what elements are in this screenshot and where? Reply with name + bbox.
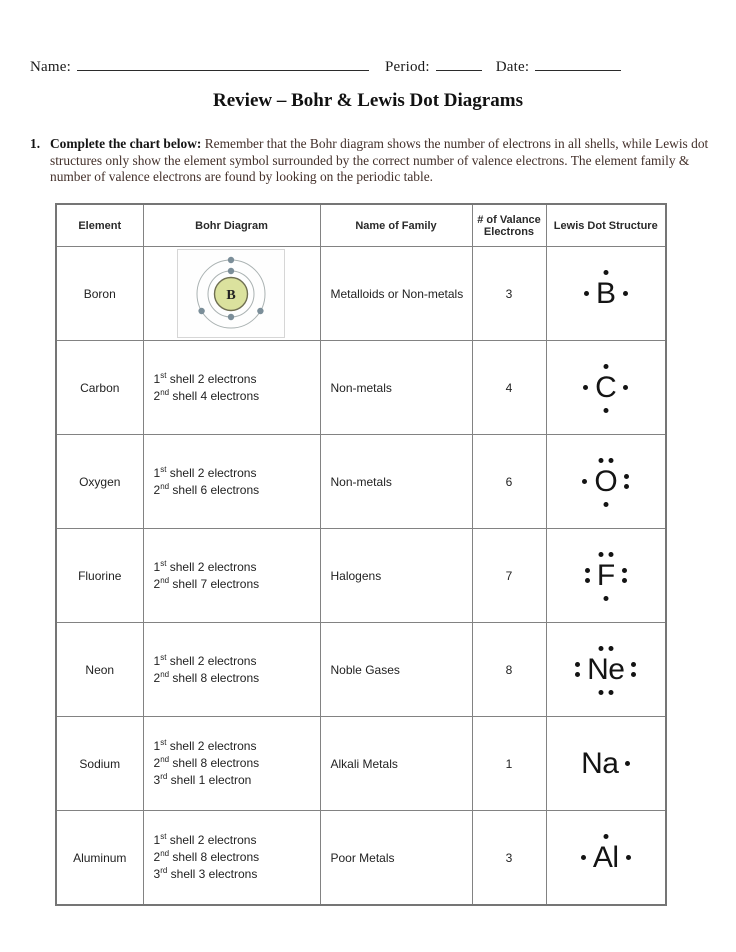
electron-dot bbox=[575, 672, 580, 677]
lewis-bottom-dots bbox=[603, 596, 608, 601]
element-name-cell: Fluorine bbox=[56, 529, 143, 623]
instruction-paragraph bbox=[50, 136, 710, 186]
family-name-cell: Non-metals bbox=[320, 435, 472, 529]
electron-dot bbox=[626, 855, 631, 860]
valence-count-cell: 4 bbox=[472, 341, 546, 435]
lewis-left-dots bbox=[582, 479, 587, 484]
table-body bbox=[56, 247, 666, 906]
lewis-right-dots bbox=[622, 568, 627, 583]
element-chart-table bbox=[55, 203, 667, 906]
lewis-dot-structure bbox=[582, 466, 629, 498]
lewis-left-dots bbox=[575, 662, 580, 677]
electron-dot bbox=[608, 690, 613, 695]
lewis-bottom-dots bbox=[598, 690, 613, 695]
lewis-dot-structure bbox=[581, 842, 631, 874]
electron-dot bbox=[585, 578, 590, 583]
electron-dot bbox=[603, 270, 608, 275]
lewis-left-dots bbox=[583, 385, 588, 390]
electron-dot bbox=[603, 408, 608, 413]
lewis-core bbox=[593, 842, 619, 874]
name-label: Name: bbox=[30, 59, 71, 75]
lewis-dot-structure bbox=[583, 372, 628, 404]
valence-count-cell: 3 bbox=[472, 811, 546, 906]
page-title: Review – Bohr & Lewis Dot Diagrams bbox=[213, 90, 523, 111]
shell-description-line: 2nd shell 4 electrons bbox=[153, 387, 260, 403]
lewis-core bbox=[597, 560, 615, 592]
electron-dot bbox=[603, 364, 608, 369]
lewis-bottom-dots bbox=[603, 502, 608, 507]
lewis-dot-structure bbox=[581, 748, 630, 780]
element-symbol: Al bbox=[592, 840, 619, 874]
electron-dot bbox=[584, 291, 589, 296]
electron-dot bbox=[608, 646, 613, 651]
valence-count-cell: 8 bbox=[472, 623, 546, 717]
family-name-cell: Halogens bbox=[320, 529, 472, 623]
electron-dot bbox=[622, 578, 627, 583]
element-symbol: Ne bbox=[587, 652, 625, 686]
shell-description-line: 1st shell 2 electrons bbox=[153, 558, 257, 574]
lewis-bottom-dots bbox=[603, 408, 608, 413]
lewis-dot-structure bbox=[585, 560, 627, 592]
lewis-dot-structure bbox=[584, 278, 628, 310]
valence-count-cell: 1 bbox=[472, 717, 546, 811]
lewis-top-dots bbox=[598, 458, 613, 463]
lewis-core bbox=[581, 748, 618, 780]
electron-dot bbox=[603, 502, 608, 507]
electron-dot bbox=[598, 690, 603, 695]
lewis-left-dots bbox=[585, 568, 590, 583]
shell-description-line: 3rd shell 3 electrons bbox=[153, 865, 258, 881]
table-row bbox=[56, 717, 666, 811]
lewis-right-dots bbox=[623, 291, 628, 296]
electron-dot bbox=[581, 855, 586, 860]
table-row bbox=[56, 529, 666, 623]
lewis-top-dots bbox=[603, 364, 608, 369]
electron-dot bbox=[624, 474, 629, 479]
shell-description-line: 2nd shell 8 electrons bbox=[153, 849, 260, 865]
shell-description-line: 1st shell 2 electrons bbox=[153, 832, 257, 848]
electron-dot bbox=[598, 458, 603, 463]
electron-dot bbox=[623, 385, 628, 390]
lewis-right-dots bbox=[631, 662, 636, 677]
lewis-dot-structure bbox=[575, 654, 636, 686]
lewis-right-dots bbox=[624, 474, 629, 489]
valence-count-cell: 7 bbox=[472, 529, 546, 623]
lewis-core bbox=[595, 372, 616, 404]
shell-description-line: 2nd shell 6 electrons bbox=[153, 481, 260, 497]
identity-row bbox=[30, 56, 706, 76]
name-blank-line bbox=[77, 56, 369, 71]
lewis-right-dots bbox=[625, 761, 630, 766]
lewis-structure-cell bbox=[546, 435, 666, 529]
element-name-cell: Aluminum bbox=[56, 811, 143, 906]
question-number: 1. bbox=[30, 136, 41, 151]
electron-dot bbox=[582, 479, 587, 484]
shell-description-line: 2nd shell 7 electrons bbox=[153, 575, 260, 591]
instructions bbox=[30, 136, 710, 186]
period-blank-line bbox=[436, 56, 482, 71]
instruction-lead: Complete the chart below: bbox=[50, 136, 202, 151]
lewis-left-dots bbox=[584, 291, 589, 296]
bohr-diagram-cell bbox=[143, 247, 320, 341]
lewis-structure-cell bbox=[546, 623, 666, 717]
electron-dot bbox=[585, 568, 590, 573]
header-lewis-dot-structure: Lewis Dot Structure bbox=[546, 204, 666, 247]
lewis-core bbox=[596, 278, 616, 310]
valence-count-cell: 3 bbox=[472, 247, 546, 341]
element-symbol: C bbox=[595, 370, 617, 404]
electron-dot bbox=[624, 484, 629, 489]
table-row bbox=[56, 247, 666, 341]
table-row bbox=[56, 341, 666, 435]
lewis-structure-cell bbox=[546, 341, 666, 435]
family-name-cell: Metalloids or Non-metals bbox=[320, 247, 472, 341]
bohr-diagram-cell bbox=[143, 623, 320, 717]
instruction-text: Remember that the Bohr diagram shows the number of electrons in all shells, while Lewis dot structures only show the element symbol surrounded by the correct number of valence electrons. The element family & number of valence electrons are found by looking on the periodic table. bbox=[50, 136, 709, 185]
table-row bbox=[56, 811, 666, 906]
shell-description-line: 1st shell 2 electrons bbox=[153, 652, 257, 668]
svg-text:B: B bbox=[226, 287, 236, 303]
lewis-top-dots bbox=[598, 646, 613, 651]
electron-dot bbox=[623, 291, 628, 296]
family-name-cell: Non-metals bbox=[320, 341, 472, 435]
lewis-right-dots bbox=[626, 855, 631, 860]
electron-dot bbox=[631, 662, 636, 667]
shell-description-line: 2nd shell 8 electrons bbox=[153, 669, 260, 685]
header-valance-electrons: # of Valance Electrons bbox=[472, 204, 546, 247]
element-symbol: B bbox=[595, 276, 616, 310]
header-name-of-family: Name of Family bbox=[320, 204, 472, 247]
electron-dot bbox=[622, 568, 627, 573]
date-label: Date: bbox=[495, 59, 530, 75]
date-blank-line bbox=[535, 56, 621, 71]
element-symbol: F bbox=[596, 558, 615, 592]
electron-dot bbox=[631, 672, 636, 677]
electron-dot bbox=[583, 385, 588, 390]
family-name-cell: Alkali Metals bbox=[320, 717, 472, 811]
shell-description-line: 3rd shell 1 electron bbox=[153, 771, 252, 787]
family-name-cell: Poor Metals bbox=[320, 811, 472, 906]
lewis-structure-cell bbox=[546, 717, 666, 811]
bohr-diagram-image bbox=[177, 249, 285, 338]
shell-description-line: 2nd shell 8 electrons bbox=[153, 755, 260, 771]
table-row bbox=[56, 435, 666, 529]
electron-dot bbox=[603, 834, 608, 839]
element-name-cell: Neon bbox=[56, 623, 143, 717]
lewis-top-dots bbox=[603, 834, 608, 839]
valence-count-cell: 6 bbox=[472, 435, 546, 529]
lewis-core bbox=[594, 466, 617, 498]
electron-dot bbox=[608, 458, 613, 463]
element-name-cell: Boron bbox=[56, 247, 143, 341]
bohr-diagram-cell bbox=[143, 717, 320, 811]
element-symbol: O bbox=[594, 464, 618, 498]
lewis-structure-cell bbox=[546, 247, 666, 341]
shell-description-line: 1st shell 2 electrons bbox=[153, 464, 257, 480]
bohr-diagram-cell bbox=[143, 529, 320, 623]
element-symbol: Na bbox=[581, 746, 619, 780]
shell-description-line: 1st shell 2 electrons bbox=[153, 370, 257, 386]
lewis-structure-cell bbox=[546, 811, 666, 906]
bohr-diagram-cell bbox=[143, 341, 320, 435]
electron-dot bbox=[575, 662, 580, 667]
electron-dot bbox=[598, 646, 603, 651]
lewis-top-dots bbox=[603, 270, 608, 275]
header-element: Element bbox=[56, 204, 143, 247]
lewis-core bbox=[587, 654, 624, 686]
element-name-cell: Oxygen bbox=[56, 435, 143, 529]
lewis-structure-cell bbox=[546, 529, 666, 623]
bohr-diagram-cell bbox=[143, 811, 320, 906]
lewis-top-dots bbox=[598, 552, 613, 557]
electron-dot bbox=[625, 761, 630, 766]
lewis-right-dots bbox=[623, 385, 628, 390]
shell-description-line: 1st shell 2 electrons bbox=[153, 738, 257, 754]
electron-dot bbox=[603, 596, 608, 601]
family-name-cell: Noble Gases bbox=[320, 623, 472, 717]
period-label: Period: bbox=[384, 59, 430, 75]
table-row bbox=[56, 623, 666, 717]
table-header-row bbox=[56, 204, 666, 247]
lewis-left-dots bbox=[581, 855, 586, 860]
electron-dot bbox=[608, 552, 613, 557]
element-name-cell: Sodium bbox=[56, 717, 143, 811]
bohr-diagram-cell bbox=[143, 435, 320, 529]
header-bohr-diagram: Bohr Diagram bbox=[143, 204, 320, 247]
electron-dot bbox=[598, 552, 603, 557]
element-name-cell: Carbon bbox=[56, 341, 143, 435]
